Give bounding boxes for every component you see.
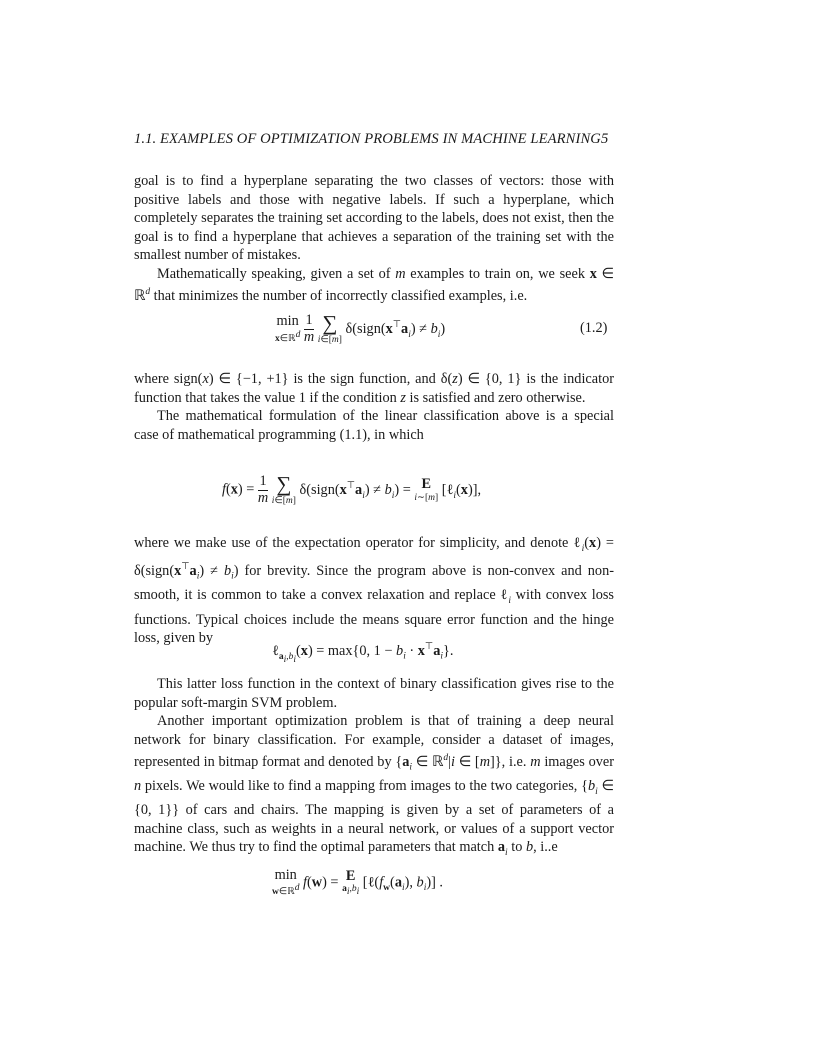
expectation-operator: E $a_i,b_i$: [342, 867, 360, 897]
paragraph: Another important optimization problem is that of training a deep neural network for binary classification. For example, consider a dataset of images, represented in bitmap format and denoted by {$a_i$ ∈ ℝ$^d$|i ∈ [m]}, i.e. m images over n pixels. We would like to find a mapping from images to the two categories, {$b_i$ ∈ {0, 1}} of cars and chairs. The mapping is given by a set of parameters of a machine class, such as weights in a neural network, or values of a support vector machine. We thus try to find the optimal parameters that match $a_i$ to b, i..e: [134, 713, 615, 859]
text-block-1: [134, 172, 614, 305]
equation-1-2: min x∈ℝ$^d$ $\frac{1}{m}$ ∑ i∈[m] $\delta(sign(x^⊤a_i) \ne b_i)$: [275, 311, 446, 345]
fraction: $\frac{1}{m}$: [303, 312, 315, 345]
paragraph: Mathematically speaking, given a set of m examples to train on, we seek x ∈ ℝ$^d$ that minimizes the number of incorrectly classified examples, i.e.: [134, 265, 614, 304]
text-block-3: [134, 534, 614, 648]
min-operator: min x∈ℝ$^d$: [275, 313, 301, 344]
paragraph: where sign(x) ∈ {−1, +1} is the sign function, and δ(z) ∈ {0, 1} is the indicator function that takes the value 1 if the condition z is satisfied and zero otherwise.: [134, 371, 614, 406]
sum-operator: ∑ i∈[m]: [317, 311, 342, 345]
equation-number: (1.2): [580, 320, 608, 336]
equation-f: f(x) = $\frac{1}{m}$ ∑ i∈[m] $\delta(sign(x^⊤a_i) \ne b_i) = E$ i∼[m] [ℓ$_i$(x)],: [222, 472, 482, 506]
expectation-operator: E i∼[m]: [414, 476, 439, 503]
paragraph: goal is to find a hyperplane separating the two classes of vectors: those with positive labels and those with negative labels. If such a hyperplane, which completely separates the training set according to the labels, does not exist, then the goal is to find a hyperplane that achieves a separation of the training set with the smallest number of mistakes.: [134, 173, 614, 263]
equation-hinge-loss: ℓ$_{a_i,b_i}$(x) = max{0, $1 - b_i \cdot x^⊤a_i$}.: [272, 642, 454, 665]
paragraph: This latter loss function in the context of binary classification gives rise to the popular soft-margin SVM problem.: [134, 676, 614, 711]
text-block-4: [134, 675, 614, 863]
running-head: 1.1. EXAMPLES OF OPTIMIZATION PROBLEMS IN MACHINE LEARNING5: [134, 131, 609, 147]
fraction: $\frac{1}{m}$: [257, 473, 269, 506]
paragraph: The mathematical formulation of the linear classification above is a special case of mathematical programming (1.1), in which: [134, 408, 614, 443]
paragraph: where we make use of the expectation operator for simplicity, and denote ℓ$_i$(x) = $\delta(sign(x^⊤a_i) \ne b_i)$ for brevity. Since the program above is non-convex and non-smooth, it is common to take a convex relaxation and replace ℓ$_i$ with convex loss functions. Typical choices include the means square error function and the hinge loss, given by: [134, 535, 614, 647]
min-operator: min w∈ℝ$^d$: [272, 867, 300, 898]
sum-operator: ∑ i∈[m]: [271, 472, 296, 506]
equation-objective: min w∈ℝ$^d$ f(w) = E $a_i,b_i$ [$\ell(f_w(a_i)$, $b_i$)] .: [272, 867, 443, 898]
text-block-2: [134, 370, 614, 444]
